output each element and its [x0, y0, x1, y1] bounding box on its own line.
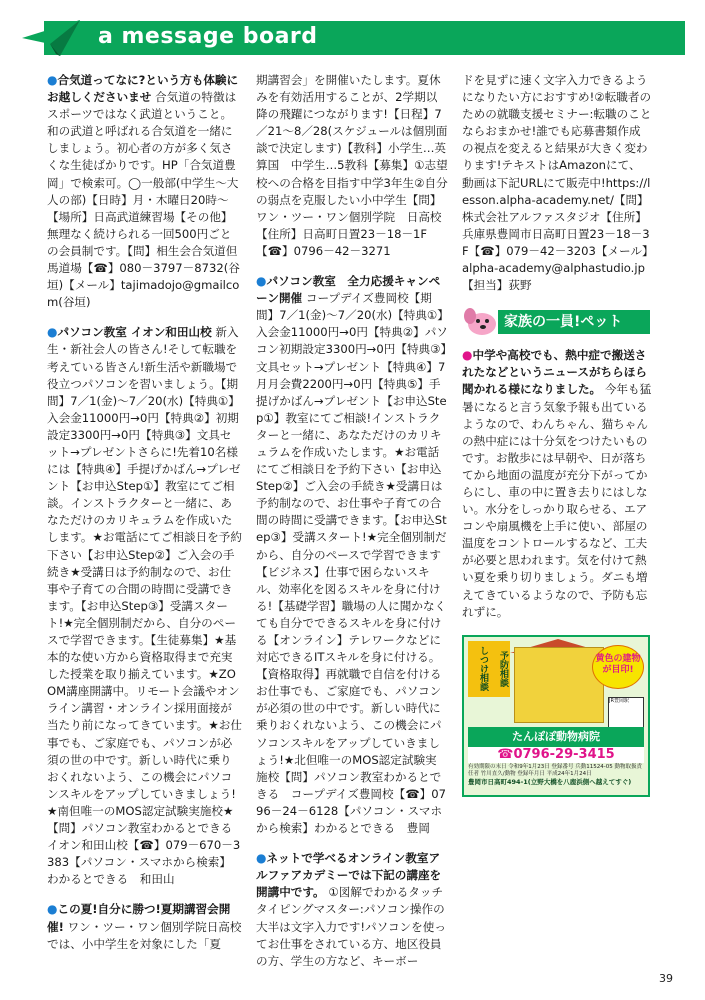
- ad-tag-discipline: しつけ相談: [468, 641, 492, 697]
- dog-icon: [462, 307, 500, 337]
- item-body: 期講習会」を開催いたします。夏休みを有効活用することが、2学期以降の飛躍につながります!【日程】7／21～8／28(スケジュールは個別面談で決定します)【教科】小学生…英算国 中学生…5教科【募集】①志望校への合格を目指す中学3年生②自分の弱点を克服したい小中学生【問】ワン・ツー・ワン個別学院 日高校【住所】日高町日置23－18－1F【☎】0796－42－3271: [256, 73, 448, 258]
- clinic-name: たんぽぽ動物病院: [468, 727, 644, 747]
- ad-map: [608, 697, 644, 729]
- column-3: [462, 72, 652, 797]
- item-heading: ネットで学べるオンライン教室アルファアカデミーでは下記の講座を開講中です。: [256, 851, 442, 900]
- section-header: [20, 18, 685, 58]
- item-heading: パソコン教室 イオン和田山校: [57, 325, 212, 340]
- column-2: [256, 72, 454, 983]
- bullet-icon: ●: [47, 325, 58, 340]
- page-title: a message board: [98, 24, 318, 49]
- bullet-icon: ●: [47, 73, 58, 87]
- column-1: [47, 72, 242, 966]
- message-item: [256, 850, 448, 970]
- item-body: ①図解でわかるタッチタイピングマスター:パソコン操作の大半は文字入力です!パソコンを使ってお仕事をされている方、地区役員の方、学生の方など、キーボー: [256, 885, 446, 968]
- pet-section-header: [462, 307, 652, 337]
- bullet-icon: ●: [256, 274, 267, 289]
- bullet-icon: ●: [256, 851, 267, 866]
- clinic-registration: 有効期限の末日 令和9年1月23日 登録番号 兵動11524-05 動物取扱責任者 竹川直久/動物 登録年月日 平成24年1月24日: [468, 763, 642, 777]
- item-heading: この夏!自分に勝つ!夏期講習会開催!: [47, 902, 231, 934]
- message-item: [256, 72, 448, 260]
- message-item: [462, 347, 652, 621]
- item-body: 新入生・新社会人の皆さん!そして転職を考えている皆さん!新生活や新職場で役立つパソコンを習いましょう。【期間】7／1(金)～7／20(水)【特典①】入会金11000円→0円【特典②】初期設定3300円→0円【特典③】文具セット→プレゼントさらに!先着10名様には【特典④】手提げかばん→プレゼント【お申込Step①】教室にてご相談。インストラクターと一緒に、あなただけのカリキュラムを作成いたします。★お電話にてご相談日を予約下さい【お申込Step②】ご入会の手続き★受講日は予約制なので、お仕事や子育ての合間の時間に受講できます。【お申込Step③】受講スタート!★完全個別制だから、自分のペースで学習できます。【生徒募集】★基本的な使い方から資格取得まで充実した授業を取り揃えています。★ZOOM講座開講中。リモート会議やオンライン講習・オンライン採用面接が当たり前になってきています。★お仕事でも、ご家庭でも、パソコンが必須の世の中です。新しい時代に乗りおくれないよう、この機会にパソコンスキルをアップしていきましょう!★南但唯一のMOS認定試験実施校★【問】パソコン教室わかるとできる イオン和田山校【☎】079－670－3383【パソコン・スマホから検索】わかるとできる 和田山: [47, 325, 244, 887]
- message-item: [256, 273, 454, 837]
- message-item: [47, 324, 242, 888]
- item-body: 合気道の特徴はスポーツではなく武道ということ。和の武道と呼ばれる合気道を一緒にしましょう。初心者の方が多く気さくな生徒ばかりです。HP「合気道豊岡」で検索可。◯一般部(中学生～大人の部)【日時】月・木曜日20時～【場所】日高武道練習場【その他】無理なく続けられる一回500円ごとの会員制です。【問】相生会合気道但馬道場【☎】080－3797－8732(谷垣)【メール】tajimadojo@gmailcom(谷垣): [47, 90, 240, 310]
- message-item: [47, 901, 242, 952]
- item-heading: 合気道ってなに?という方も体験にお越しくださいませ: [47, 73, 239, 105]
- ad-tag-prevention: 予防相談: [492, 641, 510, 697]
- page-number: 39: [659, 972, 673, 985]
- item-body: 今年も猛暑になると言う気象予報も出ているようなので、わんちゃん、猫ちゃんの熱中症には十分気をつけたいものです。お散歩には早朝や、日が落ちてから地面の温度が充分下がってからにし、車の中に置き去りにはしない。水分をしっかり取らせる、エアコンや扇風機を上手に使い、部屋の温度をコントロールするなど、工夫が必要と思われます。気を付けて熱い夏を乗り切りましょう。ダニも増えてきているようなので、予防も忘れずに。: [462, 382, 652, 619]
- item-body: コープデイズ豊岡校【期間】7／1(金)～7／20(水)【特典①】入会金11000円→0円【特典②】パソコン初期設定3300円→0円【特典③】文具セット→プレゼント【特典④】7月月会費2200円→0円【特典⑤】手提げかばん→プレゼント【お申込Step①】教室にてご相談!インストラクターと一緒に、あなただけのカリキュラムを作成いたします。★お電話にてご相談日を予約下さい【お申込Step②】ご入会の手続き★受講日は予約制なので、お仕事や子育ての合間の時間に受講できます。【お申込Step③】受講スタート!★完全個別制だから、自分のペースで学習できます【ビジネス】仕事で困らないスキル、効率化を図るスキルを身に付ける!【基礎学習】職場の人に聞かなくても自分でできるスキルを身に付ける【オンライン】テレワークなどに対応できるITスキルを身に付ける。【資格取得】再就職で自信を付ける お仕事でも、ご家庭でも、パソコンが必須の世の中です。新しい時代に乗りおくれないよう、この機会にパソコンスキルをアップしていきましょう!★北但唯一のMOS認定試験実施校【問】パソコン教室わかるとできる コープデイズ豊岡校【☎】0796－24－6128【パソコン・スマホから検索】わかるとできる 豊岡: [256, 291, 454, 836]
- item-body: ドを見ずに速く文字入力できるようになりたい方におすすめ!②転職者のための就職支援セミナー:転職のことならおまかせ!誰でも応募書類作成の視点を変えると結果が大きく変わります!テキストはAmazonにて、動画は下記URLにて販売中!https://lesson.alpha-academy.net/【問】株式会社アルファスタジオ【住所】兵庫県豊岡市日高町日置23－18－3F【☎】079－42－3203【メール】alpha-academy@alphastudio.jp【担当】荻野: [462, 73, 652, 293]
- pet-section-title: 家族の一員!ペット: [498, 310, 650, 334]
- item-heading: 中学や高校でも、熱中症で搬送されたなどというニュースがちらほら聞かれる様になりました。: [462, 348, 647, 397]
- clinic-advertisement: [462, 635, 650, 797]
- building-photo: [514, 647, 604, 723]
- message-item: [462, 72, 652, 294]
- ad-badge: 黄色の建物が目印!: [592, 645, 644, 689]
- paper-plane-icon: [20, 18, 82, 58]
- map-station-label: JR豊岡駅: [609, 697, 629, 704]
- bullet-icon: ●: [47, 902, 58, 917]
- clinic-address: 豊岡市日高町494-1(立野大橋を八鹿浜側へ越えてすぐ): [468, 777, 632, 786]
- message-item: [47, 72, 242, 311]
- clinic-phone: ☎0796-29-3415: [468, 747, 644, 763]
- bullet-icon: ●: [462, 348, 473, 363]
- item-heading: パソコン教室 全力応援キャンペーン開催: [256, 274, 441, 306]
- item-body: ワン・ツー・ワン個別学院日高校では、小中学生を対象にした「夏: [47, 919, 242, 951]
